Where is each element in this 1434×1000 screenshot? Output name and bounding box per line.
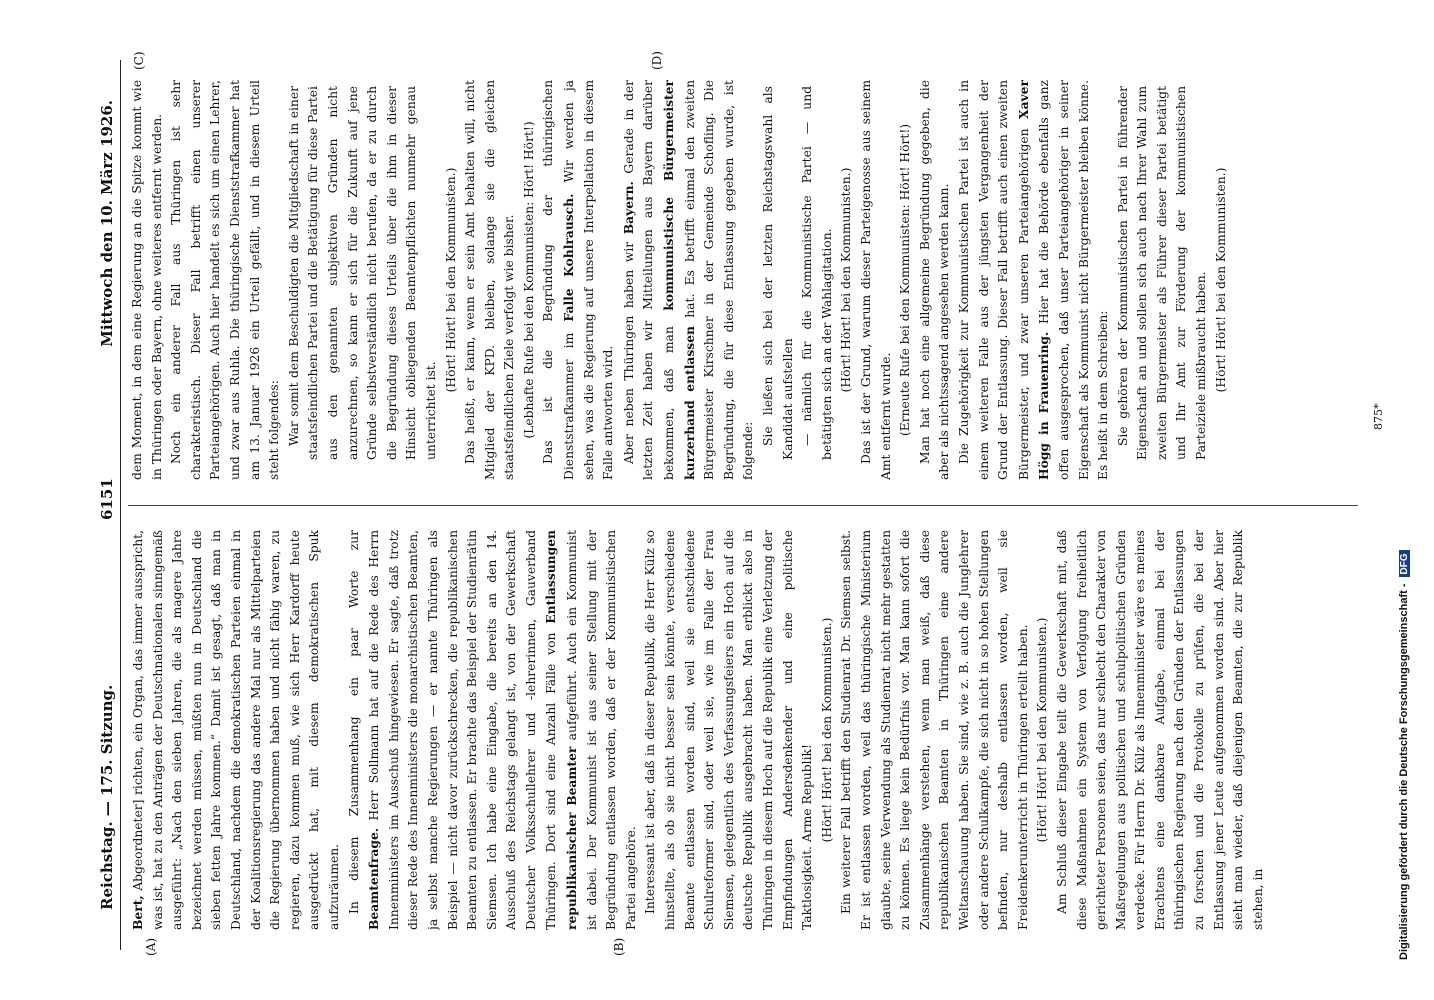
paragraph: Interessant ist aber, daß in dieser Republik, die Herr Külz so hinstellte, als ob sie nicht besser sein könnte, verschiedene Beamte entlassen worden sind, weil sie entschiedene Schulreformer sind, oder weil sie, wie im Falle der Frau Siemsen, gelegentlich des Verfassungsfeiers ein Hoch auf die deutsche Republik ausgebracht haben. Man erblickt also in Thüringen in diesem Hoch auf die Republik eine Verletzung der Empfindungen Andersdenkender und eine politische Taktlosigkeit. Arme Republik!	[643, 530, 815, 930]
interjection: (Hört! Hört! bei den Kommunisten.)	[443, 167, 458, 393]
paragraph-text: aufgeführt. Auch ein Kommunist ist dabei. Der Kommunist ist aus seiner Stellung mit der Begründung entlassen worden, daß er der Kommunistischen Partei angehöre.	[565, 530, 638, 930]
quote: Sie gehören der Kommunistischen Partei in führender Eigenschaft an und sollen sich auch nach Ihrer Wahl zum zweiten Bürgermeister als Führer dieser Partei betätigt und Ihr Amt zur Förderung der kommunistischen Parteiziele mißbraucht haben.	[1115, 86, 1209, 460]
margin-marker-c: (C)	[132, 51, 146, 70]
bold-term: Xaver Högg in Frauenring.	[1015, 80, 1052, 480]
rotated-page	[92, 51, 1402, 956]
paragraph: dem Moment, in dem eine Regierung an die Spitze kommt wie in Thüringen oder Bayern, ohne weiteres entfernt werden.	[130, 80, 164, 480]
funding-text: Digitalisierung gefördert durch die Deutsche Forschungsgemeinschaft -	[1398, 583, 1410, 960]
page-signature: 875*	[1372, 403, 1385, 430]
header-rule	[120, 60, 121, 950]
bold-term: Beamtenfrage.	[366, 827, 382, 930]
paragraph-text: Wir werden ja sehen, was die Regierung auf unsere Interpellation in diesem Falle antworten wird.	[562, 80, 616, 480]
bold-term: Entlassungen republikanischer Beamter	[543, 530, 580, 930]
column-divider	[128, 505, 1358, 506]
speaker-name: Bert,	[130, 895, 145, 930]
interjection: (Hört! Hört! bei den Kommunisten.)	[819, 617, 834, 843]
bold-term: Falle Kohlrausch.	[561, 193, 577, 322]
paragraph-text: richten, ein Organ, das immer ausspricht, was ist, hat zu den Anträgen der Deutschnationalen sinngemäß ausgeführt: „Nach den sieben Jahren, die als magere Jahre bezeichnet werden müssen, müßten nun in Deutschland die sieben fetten Jahre kommen.“ Damit ist gesagt, daß man in Deutschland, nachdem die demokratischen Parteien einmal in der Koalitionsregierung das andere Mal nur als Mittelparteien die Regierung übernommen haben und nicht fähig waren, zu regieren, dazu kommen muß, wie sich Herr Kardorff heute ausgedrückt hat, mit diesem demokratischen Spuk aufzuräumen.	[131, 530, 341, 930]
interjection: (Lebhafte Rufe bei den Kommunisten: Hört! Hört!)	[521, 121, 536, 439]
digitization-text	[1398, 40, 1410, 960]
paragraph-text: Das ist die Begründung der thüringischen Dienststrafkammer im	[541, 80, 577, 480]
interjection: (Erneute Rufe bei den Kommunisten: Hört! Hört!)	[898, 123, 913, 437]
paragraph-text: Herr Sollmann hat auf die Rede des Herrn Innenministers im Ausschuß hingewiesen. Er sagte, daß trotz dieser Rede des Innenministers die monarchistischen Beamten, ja selbst manche Regierungen — er nannte Thüringen als Beispiel — nicht davor zurückschrecken, die republikanischen Beamten zu entlassen. Er brachte das Beispiel der Studienrätin Siemsen. Ich habe eine Eingabe, die bereits an den 14. Ausschuß des Reichstags gelangt ist, von der Gewerkschaft Deutscher Volksschullehrer und -lehrerinnen, Gauverband Thüringen. Dort sind eine Anzahl Fälle von	[367, 530, 559, 930]
paragraph: Am Schluß dieser Eingabe teilt die Gewerkschaft mit, daß diese Maßnahmen ein System von Verfolgung freiheitlich gerichteter Personen seien, das nur schlecht den Charakter von Maßregelungen aus politischen und schulpolitischen Gründen verdecke. Für Herrn Dr. Külz als Innenminister wäre es meines Erachtens eine dankbare Aufgabe, einmal bei der thüringischen Regierung nach den Gründen der Entlassungen zu forschen und die Protokolle zu prüfen, die bei der Entlassung jener Leute aufgenommen worden sind. Aber hier sieht man wieder, daß diejenigen Beamten, die zur Republik stehen, in	[1054, 530, 1265, 930]
paragraph-text: Die Zugehörigkeit zur Kommunistischen Partei ist auch in einem weiteren Falle aus der jüngsten Vergangenheit der Grund der Entlassung. Dieser Fall betrifft auch einen zweiten Bürgermeister, und zwar unseren Parteiangehörigen	[956, 80, 1031, 480]
bold-term: Bayern.	[620, 181, 636, 235]
paragraph-text: Gerade in der letzten Zeit haben wir Mitteilungen aus Bayern darüber bekommen, daß man	[621, 80, 677, 480]
speaker-role: Abgeordneter]	[131, 799, 145, 896]
bold-term: kommunistische Bürgermeister kurzerhand entlassen	[661, 80, 697, 480]
digitization-note	[1398, 40, 1416, 960]
left-column	[128, 530, 1388, 930]
paragraph: Noch ein anderer Fall aus Thüringen ist sehr charakteristisch. Dieser Fall betrifft einen unserer Parteiangehörigen. Auch hier handelt es sich um einen Lehrer, und zwar aus Ruhla. Die thüringische Dienststrafkammer hat am 13. Januar 1926 ein Urteil gefällt, und in diesem Urteil steht folgendes:	[169, 80, 282, 480]
quote: — nämlich für die Kommunistische Partei — und betätigten sich an der Wahlagitation.	[800, 86, 834, 460]
dfg-logo: DFG	[1399, 550, 1410, 577]
interjection: (Hört! Hört! bei den Kommunisten.)	[1035, 617, 1050, 843]
page-header	[92, 60, 122, 950]
paragraph: Man hat noch eine allgemeine Begründung gegeben, die aber als nichtssagend angesehen werden kann.	[917, 80, 952, 480]
paragraph-text: In diesem Zusammenhang ein paar Worte zur	[346, 530, 361, 914]
interjection: (Hört! Hört! bei den Kommunisten.)	[839, 167, 854, 393]
quote: Sie ließen sich bei der letzten Reichstagswahl als Kandidat aufstellen	[761, 86, 795, 460]
paragraph	[619, 80, 759, 480]
margin-marker-b: (B)	[612, 937, 626, 956]
paragraph-text: hat. Es betrifft einmal den zweiten Bürgermeister Kirschner in der Gemeinde Schofling. Die Begründung, die für diese Entlassung gegeben wurde, ist folgende:	[682, 80, 756, 480]
paragraph	[128, 530, 345, 930]
header-session: Reichstag. — 175. Sitzung.	[98, 684, 116, 910]
paragraph-text: Aber neben Thüringen haben wir	[621, 234, 636, 464]
margin-marker-d: (D)	[650, 51, 664, 70]
paragraph	[345, 530, 642, 930]
header-date: Mittwoch den 10. März 1926.	[98, 100, 116, 347]
interjection: (Hört! Hört! bei den Kommunisten.)	[1213, 167, 1228, 393]
paragraph	[539, 80, 618, 480]
quote: War somit dem Beschuldigten die Mitgliedschaft in einer staatsfeindlichen Partei und die Betätigung für diese Partei aus den genannten subjektiven Gründen nicht anzurechnen, so kann er sich für die Zukunft auf jene Gründe selbstverständlich nicht berufen, da er zu durch die Begründung dieses Urteils über die ihm in dieser Hinsicht obliegenden Beamtenpflichten nunmehr genau unterrichtet ist.	[286, 86, 438, 460]
paragraph: Das heißt, er kann, wenn er sein Amt behalten will, nicht Mitglied der KPD. bleiben, solange sie die gleichen staatsfeindlichen Ziele verfolgt wie bisher.	[463, 80, 517, 480]
paragraph: Das ist der Grund, warum dieser Parteigenosse aus seinem Amt entfernt wurde.	[858, 80, 893, 480]
page-number: 6151	[98, 478, 116, 520]
right-column	[128, 80, 1388, 480]
paragraph-text: Hier hat die Behörde ebenfalls ganz offen ausgesprochen, daß unser Parteiangehöriger in seiner Eigenschaft als Kommunist nicht Bürgermeister bleiben könne. Es heißt in dem Schreiben:	[1037, 80, 1111, 480]
margin-marker-a: (A)	[144, 937, 158, 956]
paragraph: Ein weiterer Fall betrifft den Studienrat Dr. Siemsen selbst. Er ist entlassen worden, weil das thüringische Ministerium glaubte, seine Verwendung als Studienrat nicht mehr gestatten zu können. Es liege kein Bedürfnis vor. Man kann sofort die Zusammenhänge verstehen, wenn man weiß, daß diese republikanischen Beamten in Thüringen eine andere Weltanschauung haben. Sie sind, wie z. B. auch die Junglehrer oder andere Schulkampfe, die sich nicht in so hohen Stellungen befinden, nur deshalb entlassen worden, weil sie Freidenkerunterricht in Thüringen erteilt haben.	[839, 530, 1030, 930]
paragraph	[955, 80, 1114, 480]
